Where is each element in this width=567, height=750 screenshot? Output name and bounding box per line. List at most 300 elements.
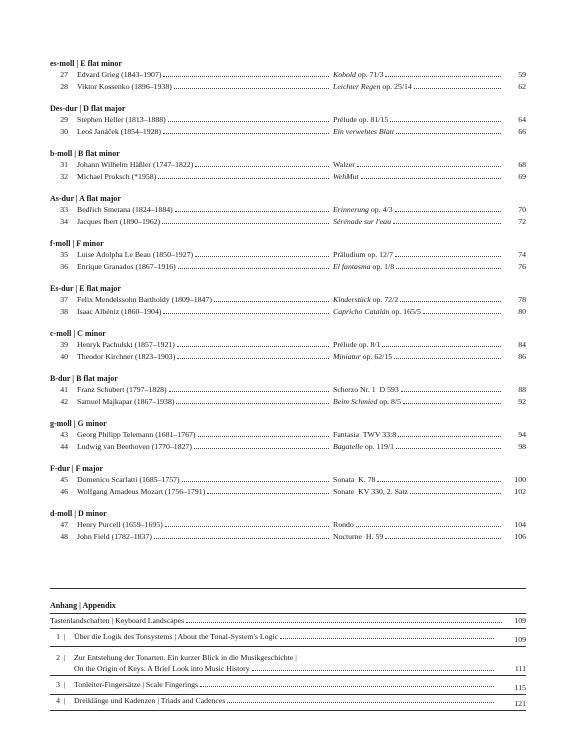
toc-entry[interactable]: [50, 474, 526, 486]
appendix-entry[interactable]: [50, 652, 526, 674]
composer-name: Viktor Kossenko (1896–1938): [77, 82, 172, 91]
work-opus: op. 25/14: [380, 82, 412, 91]
work-opus: op. 12/7: [365, 250, 394, 259]
work-title: WehMut: [333, 172, 359, 181]
separator-bar: |: [64, 696, 66, 705]
entry-page-number: 72: [518, 217, 526, 226]
work-cell: [333, 306, 501, 318]
work-cell: [333, 114, 501, 126]
section-key-title: Es-dur | E flat major: [50, 284, 121, 293]
work-title-wrap: [333, 429, 398, 441]
toc-entry[interactable]: [50, 126, 526, 138]
toc-entry[interactable]: [50, 216, 526, 228]
appendix-entry-number: 4: [56, 696, 60, 705]
work-title-wrap: [333, 69, 385, 81]
appendix-row-rule: [50, 675, 526, 676]
entry-number: 39: [60, 340, 68, 349]
entry-page-number: 68: [518, 160, 526, 169]
entry-page-number: 76: [518, 262, 526, 271]
work-title-wrap: [333, 531, 385, 543]
entry-number: 27: [60, 70, 68, 79]
composer-cell: [77, 261, 329, 273]
entry-page-number: 66: [518, 127, 526, 136]
dot-leader: [162, 223, 329, 224]
toc-entry[interactable]: [50, 204, 526, 216]
composer-name: Ludwig van Beethoven (1770–1827): [77, 442, 192, 451]
appendix-row-rule: [50, 628, 526, 629]
appendix-entry-text: [74, 652, 494, 674]
composer-name: Stephen Heller (1813–1888): [77, 115, 166, 124]
dot-leader: [361, 178, 501, 179]
dot-leader: [396, 448, 501, 449]
work-title: Sonate: [333, 487, 355, 496]
dot-leader: [182, 481, 329, 482]
toc-entry[interactable]: [50, 159, 526, 171]
work-title-wrap: [333, 474, 377, 486]
work-title-wrap: [333, 294, 400, 306]
dot-leader: [186, 622, 502, 623]
work-title: Kobold: [333, 70, 356, 79]
work-title: Capricho Catalán: [333, 307, 390, 316]
toc-entry[interactable]: [50, 531, 526, 543]
dot-leader: [385, 76, 501, 77]
toc-entry[interactable]: [50, 486, 526, 498]
entry-number: 46: [60, 487, 68, 496]
work-cell: [333, 384, 501, 396]
toc-entry[interactable]: [50, 441, 526, 453]
appendix-entry-line1: Zur Entstehung der Tonarten. Ein kurzer Blick in die Musikgeschichte |: [74, 653, 297, 662]
dot-leader: [401, 391, 501, 392]
entry-page-number: 69: [518, 172, 526, 181]
work-title-wrap: [333, 249, 395, 261]
composer-cell: [77, 159, 329, 171]
composer-cell: [77, 441, 329, 453]
dot-leader: [165, 526, 329, 527]
section-key-title: es-moll | E flat minor: [50, 59, 122, 68]
entry-page-number: 88: [518, 385, 526, 394]
work-cell: [333, 216, 501, 228]
composer-name: Henry Purcell (1659–1695): [77, 520, 163, 529]
work-title: Bagatelle: [333, 442, 363, 451]
work-title-wrap: [333, 396, 403, 408]
composer-cell: [77, 81, 329, 93]
work-cell: [333, 429, 501, 441]
appendix-row-rule: [50, 710, 526, 711]
section-key-title: c-moll | C minor: [50, 329, 106, 338]
composer-cell: [77, 249, 329, 261]
composer-cell: [77, 396, 329, 408]
toc-entry[interactable]: [50, 339, 526, 351]
entry-page-number: 78: [518, 295, 526, 304]
work-title-wrap: [333, 261, 396, 273]
work-opus: op. 1/8: [370, 262, 395, 271]
entry-page-number: 70: [518, 205, 526, 214]
composer-cell: [77, 69, 329, 81]
composer-name: Enrique Granados (1867–1916): [77, 262, 176, 271]
composer-name: Johann Wilhelm Häßler (1747–1822): [77, 160, 194, 169]
composer-cell: [77, 384, 329, 396]
work-title-wrap: [333, 441, 396, 453]
composer-name: Franz Schubert (1797–1828): [77, 385, 167, 394]
composer-name: Michael Proksch (*1958): [77, 172, 157, 181]
work-title-wrap: [333, 339, 382, 351]
dot-leader: [423, 313, 501, 314]
work-title-wrap: [333, 216, 393, 228]
entry-page-number: 74: [518, 250, 526, 259]
dot-leader: [178, 268, 329, 269]
work-cell: [333, 249, 501, 261]
entry-page-number: 92: [518, 397, 526, 406]
dot-leader: [168, 121, 329, 122]
toc-section: [50, 148, 526, 183]
toc-section: [50, 418, 526, 453]
appendix-entry-number: 2: [56, 653, 60, 662]
appendix-entry-line-wrap: [74, 631, 494, 642]
work-title: Walzer: [333, 160, 355, 169]
section-key-title: d-moll | D minor: [50, 509, 107, 518]
entry-number: 36: [60, 262, 68, 271]
work-cell: [333, 351, 501, 363]
dot-leader: [176, 403, 329, 404]
entry-page-number: 94: [518, 430, 526, 439]
toc-entry[interactable]: [50, 249, 526, 261]
work-opus: op. 72/2: [370, 295, 399, 304]
entry-number: 42: [60, 397, 68, 406]
composer-cell: [77, 216, 329, 228]
dot-leader: [200, 686, 494, 687]
composer-name: Luise Adolpha Le Beau (1850–1927): [77, 250, 194, 259]
dot-leader: [280, 638, 494, 639]
dot-leader: [195, 256, 329, 257]
appendix-entry-number: 1: [56, 632, 60, 641]
appendix-landscapes-row[interactable]: [50, 615, 526, 626]
appendix-entry-line2: On the Origin of Keys. A Brief Look into Music History: [74, 664, 250, 673]
entry-page-number: 59: [518, 70, 526, 79]
entry-page-number: 62: [518, 82, 526, 91]
work-opus: K. 78: [354, 475, 376, 484]
entry-number: 35: [60, 250, 68, 259]
work-title: Prélude: [333, 115, 357, 124]
section-key-title: g-moll | G minor: [50, 419, 107, 428]
dot-leader: [410, 493, 501, 494]
toc-section: [50, 103, 526, 138]
dot-leader: [377, 481, 501, 482]
composer-name: John Field (1782–1837): [77, 532, 152, 541]
appendix-title: Anhang | Appendix: [50, 601, 116, 610]
work-cell: [333, 204, 501, 216]
dot-leader: [174, 88, 329, 89]
entry-page-number: 106: [514, 532, 526, 541]
dot-leader: [394, 358, 501, 359]
dot-leader: [357, 166, 501, 167]
dot-leader: [227, 702, 494, 703]
composer-name: Theodor Kirchner (1823–1903): [77, 352, 176, 361]
section-key-title: f-moll | F minor: [50, 239, 104, 248]
composer-name: Domenico Scarlatti (1685–1757): [77, 475, 180, 484]
toc-entry[interactable]: [50, 351, 526, 363]
work-title-wrap: [333, 114, 390, 126]
entry-number: 38: [60, 307, 68, 316]
composer-cell: [77, 339, 329, 351]
work-title: Sonata: [333, 475, 355, 484]
composer-name: Isaac Albéniz (1860–1904): [77, 307, 162, 316]
work-title: Prélude: [333, 340, 357, 349]
entry-number: 33: [60, 205, 68, 214]
dot-leader: [393, 223, 501, 224]
toc-entry[interactable]: [50, 306, 526, 318]
appendix-entry-page: 115: [514, 683, 526, 692]
separator-bar: |: [64, 632, 66, 641]
appendix-entry-line-wrap: [74, 695, 494, 706]
separator-bar: |: [64, 680, 66, 689]
work-title: El fantasma: [333, 262, 371, 271]
appendix-entry[interactable]: [50, 695, 526, 709]
toc-section: [50, 373, 526, 408]
work-opus: op. 81/15: [356, 115, 389, 124]
toc-section: [50, 238, 526, 273]
toc-entry[interactable]: [50, 384, 526, 396]
entry-number: 32: [60, 172, 68, 181]
composer-cell: [77, 486, 329, 498]
entry-number: 47: [60, 520, 68, 529]
toc-entry[interactable]: [50, 114, 526, 126]
work-title-wrap: [333, 81, 414, 93]
dot-leader: [158, 178, 329, 179]
work-title-wrap: [333, 171, 361, 183]
toc-entry[interactable]: [50, 81, 526, 93]
composer-name: Leoš Janáček (1854–1928): [77, 127, 162, 136]
appendix-title-rule: [50, 613, 526, 614]
composer-cell: [77, 306, 329, 318]
dot-leader: [154, 538, 329, 539]
entry-number: 41: [60, 385, 68, 394]
toc-entry[interactable]: [50, 171, 526, 183]
dot-leader: [177, 358, 329, 359]
dot-leader: [395, 256, 501, 257]
appendix-landscapes-label: Tastenlandschaften | Keyboard Landscapes: [50, 616, 185, 625]
appendix-row-rule: [50, 646, 526, 647]
dot-leader: [390, 121, 501, 122]
work-opus: op. 165/5: [389, 307, 421, 316]
work-title-wrap: [333, 204, 395, 216]
dot-leader: [175, 211, 329, 212]
entry-number: 43: [60, 430, 68, 439]
entry-number: 37: [60, 295, 68, 304]
toc-section: [50, 508, 526, 543]
toc-section: [50, 328, 526, 363]
work-title: Scherzo Nr. 1: [333, 385, 376, 394]
section-key-title: B-dur | B flat major: [50, 374, 118, 383]
appendix-entry-page: 111: [514, 664, 526, 673]
dot-leader: [177, 346, 329, 347]
toc-entry[interactable]: [50, 429, 526, 441]
work-opus: op. 62/15: [360, 352, 393, 361]
appendix-entry-line1: Dreiklänge und Kadenzen | Triads and Cadences: [74, 696, 226, 705]
appendix-entry-number: 3: [56, 680, 60, 689]
dot-leader: [356, 526, 501, 527]
entry-number: 28: [60, 82, 68, 91]
dot-leader: [252, 670, 494, 671]
dot-leader: [194, 448, 329, 449]
appendix-entry-line2-wrap: [74, 663, 494, 674]
appendix-entry-line1: Über die Logik des Tonsystems | About the Tonal-System's Logic: [74, 632, 279, 641]
work-title-wrap: [333, 384, 401, 396]
work-cell: [333, 486, 501, 498]
work-title: Präludium: [333, 250, 366, 259]
work-cell: [333, 294, 501, 306]
composer-cell: [77, 126, 329, 138]
appendix-landscapes-page: 109: [514, 616, 526, 625]
work-title-wrap: [333, 486, 410, 498]
work-opus: op. 4/3: [368, 205, 393, 214]
entry-page-number: 64: [518, 115, 526, 124]
work-cell: [333, 261, 501, 273]
composer-name: Samuel Majkapar (1867–1938): [77, 397, 175, 406]
entry-number: 29: [60, 115, 68, 124]
toc-section: [50, 463, 526, 498]
toc-section: [50, 283, 526, 318]
composer-cell: [77, 474, 329, 486]
entry-page-number: 84: [518, 340, 526, 349]
dot-leader: [198, 436, 330, 437]
work-title: Beim Schmied: [333, 397, 378, 406]
work-title-wrap: [333, 351, 394, 363]
work-opus: op. 8/5: [377, 397, 401, 406]
work-cell: [333, 519, 501, 531]
separator-bar: |: [64, 653, 66, 662]
entry-page-number: 104: [514, 520, 526, 529]
toc-entry[interactable]: [50, 69, 526, 81]
dot-leader: [396, 133, 501, 134]
work-cell: [333, 69, 501, 81]
appendix-entry-text: [74, 695, 494, 706]
appendix-entry[interactable]: [50, 679, 526, 693]
work-title: Nocturne: [333, 532, 363, 541]
work-opus: H. 59: [362, 532, 384, 541]
work-title-wrap: [333, 159, 357, 171]
work-title-wrap: [333, 126, 396, 138]
work-title: Fantasia: [333, 430, 359, 439]
dot-leader: [214, 301, 329, 302]
entry-page-number: 80: [518, 307, 526, 316]
entry-number: 31: [60, 160, 68, 169]
dot-leader: [400, 301, 501, 302]
work-cell: [333, 171, 501, 183]
composer-name: Edvard Grieg (1843–1907): [77, 70, 162, 79]
dot-leader: [403, 403, 501, 404]
appendix-entry-text: [74, 631, 494, 642]
work-title: Kinderstück: [333, 295, 371, 304]
work-title: Sérénade sur l'eau: [333, 217, 391, 226]
composer-cell: [77, 294, 329, 306]
appendix-divider: [50, 588, 526, 589]
toc-entry[interactable]: [50, 519, 526, 531]
work-title: Ein verwehtes Blatt: [333, 127, 395, 136]
composer-cell: [77, 429, 329, 441]
work-cell: [333, 126, 501, 138]
entry-number: 48: [60, 532, 68, 541]
dot-leader: [163, 76, 329, 77]
dot-leader: [414, 88, 501, 89]
appendix-entry-page: 121: [514, 699, 526, 708]
work-opus: KV 330, 2. Satz: [354, 487, 409, 496]
toc-section: [50, 193, 526, 228]
composer-name: Wolfgang Amadeus Mozart (1756–1791): [77, 487, 206, 496]
entry-page-number: 98: [518, 442, 526, 451]
entry-page-number: 102: [514, 487, 526, 496]
entry-number: 34: [60, 217, 68, 226]
entry-number: 44: [60, 442, 68, 451]
composer-cell: [77, 171, 329, 183]
work-title: Leichter Regen: [333, 82, 381, 91]
composer-cell: [77, 204, 329, 216]
dot-leader: [382, 346, 501, 347]
dot-leader: [385, 538, 501, 539]
composer-name: Bedřich Smetana (1824–1884): [77, 205, 173, 214]
dot-leader: [207, 493, 329, 494]
entry-number: 45: [60, 475, 68, 484]
composer-name: Jacques Ibert (1890–1962): [77, 217, 161, 226]
work-cell: [333, 396, 501, 408]
composer-name: Felix Mendelssohn Bartholdy (1809–1847): [77, 295, 212, 304]
composer-cell: [77, 351, 329, 363]
toc-entry[interactable]: [50, 396, 526, 408]
appendix-entry[interactable]: [50, 631, 526, 645]
composer-cell: [77, 114, 329, 126]
work-cell: [333, 339, 501, 351]
composer-name: Georg Philipp Telemann (1681–1767): [77, 430, 196, 439]
entry-number: 30: [60, 127, 68, 136]
dot-leader: [169, 391, 329, 392]
work-cell: [333, 441, 501, 453]
work-opus: D 593: [375, 385, 399, 394]
appendix-entry-page: 109: [514, 635, 526, 644]
composer-cell: [77, 519, 329, 531]
section-key-title: As-dur | A flat major: [50, 194, 121, 203]
toc-entry[interactable]: [50, 261, 526, 273]
work-title: Erinnerung: [333, 205, 369, 214]
dot-leader: [395, 211, 501, 212]
dot-leader: [398, 436, 501, 437]
work-title-wrap: [333, 519, 356, 531]
section-key-title: Des-dur | D flat major: [50, 104, 126, 113]
toc-section: [50, 58, 526, 93]
composer-name: Henryk Pachulski (1857–1921): [77, 340, 175, 349]
entry-page-number: 100: [514, 475, 526, 484]
work-cell: [333, 531, 501, 543]
entry-number: 40: [60, 352, 68, 361]
appendix-entry-line-wrap: [74, 679, 494, 690]
work-title: Rondo: [333, 520, 354, 529]
work-cell: [333, 474, 501, 486]
work-title-wrap: [333, 306, 423, 318]
work-opus: op. 71/3: [355, 70, 384, 79]
section-key-title: b-moll | B flat minor: [50, 149, 120, 158]
dot-leader: [163, 133, 329, 134]
section-key-title: F-dur | F major: [50, 464, 104, 473]
work-opus: op. 119/1: [362, 442, 395, 451]
toc-entry[interactable]: [50, 294, 526, 306]
dot-leader: [396, 268, 501, 269]
appendix-entry-text: [74, 679, 494, 690]
work-cell: [333, 159, 501, 171]
dot-leader: [195, 166, 329, 167]
dot-leader: [163, 313, 329, 314]
work-opus: TWV 33:8: [358, 430, 397, 439]
work-cell: [333, 81, 501, 93]
composer-cell: [77, 531, 329, 543]
work-opus: op. 8/1: [356, 340, 381, 349]
